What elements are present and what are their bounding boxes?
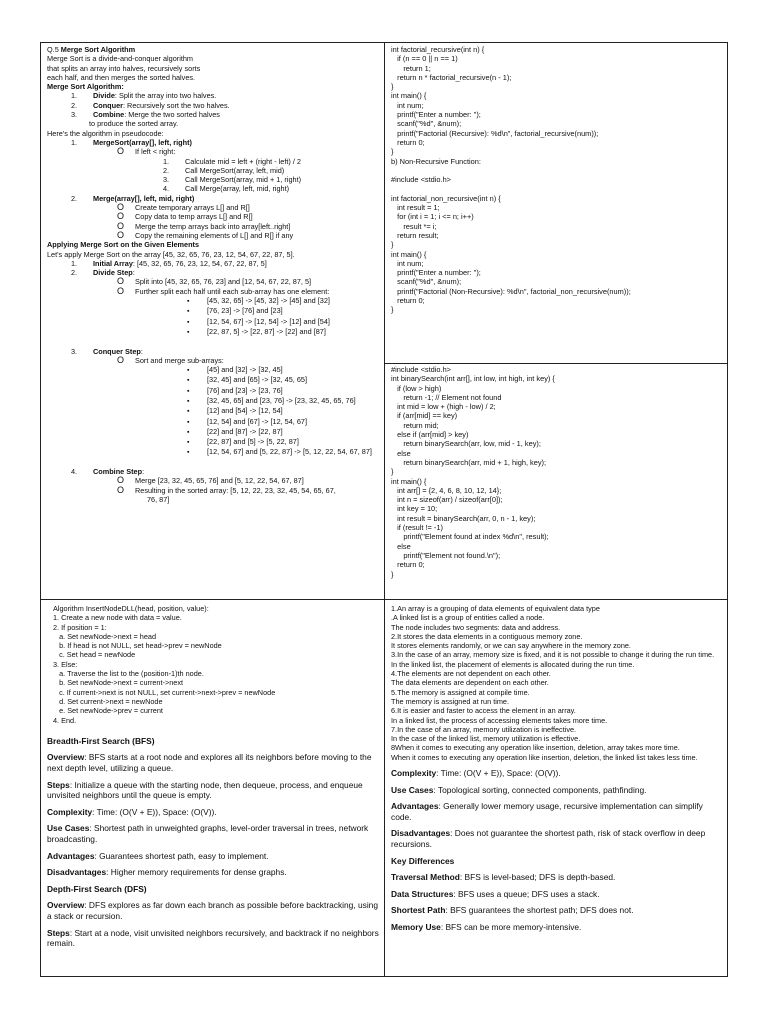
- merge-text: Merge Sort is a divide-and-conquer algorithm: [47, 54, 194, 64]
- key-diff-item: [391, 922, 724, 933]
- code-line: int num;: [391, 100, 424, 110]
- item-text: : Topological sorting, connected components, pathfinding.: [433, 784, 647, 795]
- column-divider: [384, 43, 385, 976]
- merge-text: that splits an array into halves, recursively sorts: [47, 63, 201, 73]
- merge-text: [22, 87] and [5] -> [5, 22, 87]: [207, 437, 299, 447]
- merge-line: [47, 147, 382, 156]
- comparison-line: In the case of the linked list, memory utilization is effective.: [391, 734, 581, 744]
- circle-bullet-icon: O: [117, 484, 125, 495]
- merge-heading: Merge(array[], left, mid, right): [93, 193, 195, 203]
- item-text: : Does not guarantee the shortest path, risk of stack overflow in deep recursions.: [391, 828, 706, 850]
- merge-sort-section: [47, 45, 382, 597]
- list-number: 2.: [71, 268, 78, 278]
- merge-line: [47, 347, 382, 356]
- merge-text: Split into [45, 32, 65, 76, 23] and [12, 54, 67, 22, 87, 5]: [135, 277, 312, 287]
- square-bullet-icon: ▪: [187, 397, 190, 405]
- merge-text: Call Merge(array, left, mid, right): [185, 184, 290, 194]
- algo-line: 4. End.: [53, 715, 77, 725]
- merge-line: [47, 157, 382, 166]
- merge-line: [47, 296, 382, 306]
- array-vs-linked-list: [391, 604, 724, 762]
- code-line: b) Non-Recursive Function:: [391, 156, 481, 166]
- key-differences: [391, 856, 724, 933]
- merge-heading: Applying Merge Sort on the Given Elements: [47, 240, 200, 250]
- merge-line: [47, 240, 382, 249]
- comparison-line: 4.The elements are not dependent on each other.: [391, 669, 551, 679]
- list-number: 2.: [163, 165, 170, 175]
- algo-line: a. Traverse the list to the (position-1)th node.: [53, 669, 204, 679]
- merge-text: [76, 23] -> [76] and [23]: [207, 306, 283, 316]
- list-number: 1.: [71, 91, 78, 101]
- merge-line: [47, 287, 382, 296]
- item-label: Steps: [47, 779, 70, 790]
- square-bullet-icon: ▪: [187, 418, 190, 426]
- item-label: Steps: [47, 927, 70, 938]
- merge-text: :: [132, 268, 135, 278]
- item-text: : BFS guarantees the shortest path; DFS does not.: [445, 905, 634, 916]
- merge-text: Create temporary arrays L[] and R[]: [135, 203, 250, 213]
- dfs-more-notes: [391, 768, 724, 850]
- item-text: : BFS is level-based; DFS is depth-based.: [459, 872, 616, 883]
- merge-text: Copy data to temp arrays L[] and R[]: [135, 212, 253, 222]
- merge-text: Merge [23, 32, 45, 65, 76] and [5, 12, 22, 54, 67, 87]: [135, 476, 304, 486]
- merge-heading: Divide: [93, 91, 115, 101]
- square-bullet-icon: ▪: [187, 387, 190, 395]
- bfs-title: Breadth-First Search (BFS): [47, 735, 155, 746]
- merge-line: [47, 467, 382, 476]
- algo-line: e. Set newNode->prev = current: [53, 706, 163, 716]
- dfs-item: [47, 928, 382, 949]
- dfs-item: [391, 768, 724, 779]
- code-line: return -1; // Element not found: [391, 392, 502, 402]
- merge-text: Sort and merge sub-arrays:: [135, 355, 224, 365]
- code-line: int mid = low + (high - low) / 2;: [391, 402, 496, 412]
- merge-line: [47, 365, 382, 375]
- code-line: }: [391, 305, 394, 315]
- dfs-item: [391, 801, 724, 822]
- merge-line: [47, 212, 382, 221]
- code-line: return 0;: [391, 296, 425, 306]
- code-line: if (arr[mid] == key): [391, 411, 458, 421]
- comparison-line: In the linked list, the placement of elements is allocated during the run time.: [391, 659, 635, 669]
- code-line: if (result != -1): [391, 523, 443, 533]
- merge-line: [47, 138, 382, 147]
- merge-line: [47, 476, 382, 485]
- merge-text: [76] and [23] -> [23, 76]: [207, 385, 283, 395]
- list-number: 3.: [163, 175, 170, 185]
- merge-text: [12, 54, 67] and [5, 22, 87] -> [5, 12, 22, 54, 67, 87]: [207, 447, 372, 457]
- item-label: Disadvantages: [391, 828, 451, 839]
- merge-line: [47, 166, 382, 175]
- merge-heading: Conquer: [93, 100, 123, 110]
- code-line: scanf("%d", &num);: [391, 119, 462, 129]
- code-line: int key = 10;: [391, 504, 438, 514]
- code-line: }: [391, 240, 394, 250]
- code-line: #include <stdio.h>: [391, 175, 451, 185]
- item-label: Overview: [47, 900, 85, 911]
- algo-line: a. Set newNode->next = head: [53, 631, 157, 641]
- item-label: Memory Use: [391, 921, 441, 932]
- merge-line: [47, 82, 382, 91]
- merge-text: :: [142, 467, 145, 477]
- list-number: 2.: [71, 193, 78, 203]
- dfs-item: [391, 785, 724, 796]
- comparison-line: .A linked list is a group of entities called a node.: [391, 613, 545, 623]
- algo-line: c. If current->next is not NULL, set current->next->prev = newNode: [53, 687, 276, 697]
- comparison-line: 3.In the case of an array, memory size is fixed, and it is not possible to change it during the run time.: [391, 650, 715, 660]
- square-bullet-icon: ▪: [187, 439, 190, 447]
- dll-insert-algorithm: [47, 604, 382, 725]
- code-line: int result = 1;: [391, 203, 440, 213]
- merge-line: [47, 45, 382, 54]
- circle-bullet-icon: O: [117, 354, 125, 365]
- merge-heading: Divide Step: [93, 268, 133, 278]
- code-line: return 1;: [391, 63, 431, 73]
- middle-divider: [41, 599, 727, 600]
- list-number: 1.: [71, 137, 78, 147]
- item-label: Data Structures: [391, 888, 454, 899]
- merge-line: [47, 231, 382, 240]
- merge-line: [47, 222, 382, 231]
- merge-line: [47, 386, 382, 396]
- algo-line: b. Set newNode->next = current->next: [53, 678, 183, 688]
- merge-line: [47, 417, 382, 427]
- dfs-item: [47, 900, 382, 921]
- algo-line: 3. Else:: [53, 659, 78, 669]
- comparison-line: 2.It stores the data elements in a contiguous memory zone.: [391, 631, 583, 641]
- circle-bullet-icon: O: [117, 202, 125, 213]
- array-vs-list-section: [391, 604, 724, 974]
- list-number: 2.: [71, 100, 78, 110]
- merge-text: : Merge the two sorted halves: [124, 110, 220, 120]
- bfs-item: [47, 851, 382, 862]
- code-line: else if (arr[mid] > key): [391, 430, 469, 440]
- item-label: Complexity: [391, 768, 437, 779]
- merge-heading: Combine: [93, 110, 125, 120]
- merge-line: [47, 64, 382, 73]
- question-number: Q.5: [47, 45, 61, 54]
- bfs-item: [47, 780, 382, 801]
- item-label: Advantages: [47, 850, 95, 861]
- item-text: : BFS starts at a root node and explores all its neighbors before moving to the next depth level, utilizing a queue.: [47, 752, 372, 774]
- dll-bfs-section: [47, 604, 382, 974]
- item-text: : Start at a node, visit unvisited neighbors recursively, and backtrack if no neighbors remain.: [47, 927, 379, 949]
- merge-heading: MergeSort(array[], left, right): [93, 137, 192, 147]
- merge-line: [47, 327, 382, 337]
- circle-bullet-icon: O: [117, 229, 125, 240]
- code-line: printf("Element found at index %d\n", result);: [391, 532, 549, 542]
- algo-line: 1. Create a new node with data = value.: [53, 613, 182, 623]
- square-bullet-icon: ▪: [187, 408, 190, 416]
- code-line: for (int i = 1; i <= n; i++): [391, 212, 474, 222]
- code-line: #include <stdio.h>: [391, 365, 451, 374]
- right-top-divider: [384, 363, 727, 364]
- list-number: 1.: [71, 258, 78, 268]
- comparison-line: The node includes two segments: data and address.: [391, 622, 561, 632]
- code-line: int arr[] = {2, 4, 6, 8, 10, 12, 14};: [391, 485, 502, 495]
- merge-text: [32, 45] and [65] -> [32, 45, 65]: [207, 375, 308, 385]
- item-text: : BFS can be more memory-intensive.: [440, 921, 582, 932]
- merge-line: [47, 184, 382, 193]
- code-line: return n * factorial_recursive(n - 1);: [391, 72, 512, 82]
- comparison-line: 7.In the case of an array, memory utilization is ineffective.: [391, 724, 577, 734]
- key-diff-title: Key Differences: [391, 855, 455, 866]
- merge-line: [47, 110, 382, 119]
- merge-text: Call MergeSort(array, mid + 1, right): [185, 175, 302, 185]
- merge-text: [45, 32, 65] -> [45, 32] -> [45] and [32]: [207, 296, 330, 306]
- merge-line: [47, 495, 382, 504]
- code-line: int binarySearch(int arr[], int low, int high, int key) {: [391, 374, 555, 384]
- merge-line: [47, 101, 382, 110]
- code-line: printf("Element not found.\n");: [391, 550, 501, 560]
- item-text: : Time: (O(V + E)), Space: (O(V)).: [92, 806, 217, 817]
- item-label: Advantages: [391, 801, 439, 812]
- merge-text: Copy the remaining elements of L[] and R[] if any: [135, 230, 294, 240]
- merge-line: [47, 317, 382, 327]
- algo-line: c. Set head = newNode: [53, 650, 136, 660]
- circle-bullet-icon: O: [117, 475, 125, 486]
- circle-bullet-icon: O: [117, 146, 125, 157]
- key-diff-item: [391, 905, 724, 916]
- list-number: 3.: [71, 110, 78, 120]
- merge-text: Further split each half until each sub-array has one element:: [135, 286, 330, 296]
- merge-line: [47, 91, 382, 100]
- merge-heading: Combine Step: [93, 467, 143, 477]
- code-line: return result;: [391, 230, 439, 240]
- code-line: int main() {: [391, 476, 427, 486]
- code-line: [391, 166, 726, 175]
- merge-line: [47, 427, 382, 437]
- merge-heading: Conquer Step: [93, 346, 141, 356]
- item-label: Use Cases: [391, 784, 434, 795]
- comparison-line: It stores elements randomly, or we can say anywhere in the memory zone.: [391, 641, 631, 651]
- item-label: Traversal Method: [391, 872, 460, 883]
- comparison-line: When it comes to executing any operation like insertion, deletion, the linked list takes less time.: [391, 752, 698, 762]
- merge-text: [22, 87, 5] -> [22, 87] -> [22] and [87]: [207, 326, 326, 336]
- comparison-line: In a linked list, the process of accessing elements takes more time.: [391, 715, 608, 725]
- code-line: printf("Enter a number: ");: [391, 268, 481, 278]
- code-line: return binarySearch(arr, low, mid - 1, key);: [391, 439, 541, 449]
- merge-text: : [45, 32, 65, 76, 23, 12, 54, 67, 22, 87, 5]: [132, 258, 267, 268]
- merge-heading: Initial Array: [93, 258, 133, 268]
- merge-text: : Recursively sort the two halves.: [123, 100, 230, 110]
- square-bullet-icon: ▪: [187, 328, 190, 336]
- comparison-line: 6.It is easier and faster to access the element in an array.: [391, 706, 576, 716]
- list-number: 1.: [163, 156, 170, 166]
- merge-line: [47, 375, 382, 385]
- merge-text: each half, and then merges the sorted halves.: [47, 72, 196, 82]
- item-label: Use Cases: [47, 823, 90, 834]
- dfs-title: Depth-First Search (DFS): [47, 883, 147, 894]
- square-bullet-icon: ▪: [187, 449, 190, 457]
- code-line: return binarySearch(arr, mid + 1, high, key);: [391, 457, 547, 467]
- item-label: Overview: [47, 752, 85, 763]
- item-text: : Generally lower memory usage, recursive implementation can simplify code.: [391, 801, 703, 822]
- merge-text: :: [140, 346, 143, 356]
- code-line: return 0;: [391, 137, 425, 147]
- merge-text: [12, 54, 67] -> [12, 54] -> [12] and [54]: [207, 316, 330, 326]
- square-bullet-icon: ▪: [187, 428, 190, 436]
- comparison-line: 8When it comes to executing any operation like insertion, deletion, array takes more time.: [391, 743, 680, 753]
- item-text: : Higher memory requirements for dense graphs.: [106, 867, 287, 878]
- merge-text: [12, 54] and [67] -> [12, 54, 67]: [207, 416, 308, 426]
- item-text: : Initialize a queue with the starting node, then dequeue, process, and enqueue unvisited neighbors until the queue is empty.: [47, 779, 363, 801]
- merge-line: [47, 73, 382, 82]
- code-line: int num;: [391, 258, 424, 268]
- algo-line: d. Set current->next = newNode: [53, 696, 163, 706]
- code-line: result *= i;: [391, 221, 437, 231]
- merge-heading: Merge Sort Algorithm:: [47, 82, 124, 92]
- code-line: printf("Enter a number: ");: [391, 110, 481, 120]
- algo-line: Algorithm InsertNodeDLL(head, position, value):: [53, 604, 209, 613]
- code-line: if (low > high): [391, 383, 442, 393]
- key-diff-item: [391, 872, 724, 883]
- item-label: Disadvantages: [47, 867, 107, 878]
- merge-line: [47, 458, 382, 467]
- merge-line: [47, 437, 382, 447]
- code-line: [391, 184, 726, 193]
- merge-line: [47, 259, 382, 268]
- code-line: printf("Factorial (Recursive): %d\n", factorial_recursive(num));: [391, 128, 599, 138]
- bfs-item: [47, 807, 382, 818]
- item-text: : Time: (O(V + E)), Space: (O(V)).: [436, 768, 561, 779]
- code-line: }: [391, 82, 394, 92]
- code-line: }: [391, 467, 394, 477]
- merge-line: [47, 337, 382, 346]
- merge-line: [47, 203, 382, 212]
- merge-text: Call MergeSort(array, left, mid): [185, 165, 285, 175]
- code-line: }: [391, 147, 394, 157]
- code-line: printf("Factorial (Non-Recursive): %d\n", factorial_non_recursive(num));: [391, 286, 631, 296]
- list-number: 3.: [71, 346, 78, 356]
- merge-text: : Split the array into two halves.: [114, 91, 217, 101]
- merge-text: [12] and [54] -> [12, 54]: [207, 406, 283, 416]
- code-line: else: [391, 541, 411, 551]
- bfs-notes: [47, 736, 382, 949]
- square-bullet-icon: ▪: [187, 308, 190, 316]
- comparison-line: 1.An array is a grouping of data elements of equivalent data type: [391, 604, 600, 613]
- square-bullet-icon: ▪: [187, 377, 190, 385]
- code-line: }: [391, 569, 394, 579]
- merge-line: [47, 194, 382, 203]
- square-bullet-icon: ▪: [187, 298, 190, 306]
- merge-text: Let's apply Merge Sort on the array [45, 32, 65, 76, 23, 12, 54, 67, 22, 87, 5].: [47, 249, 295, 259]
- merge-line: [47, 175, 382, 184]
- merge-line: [47, 129, 382, 138]
- item-text: : Guarantees shortest path, easy to implement.: [94, 850, 269, 861]
- factorial-code-section: [391, 45, 726, 361]
- item-label: Complexity: [47, 806, 93, 817]
- code-line: int main() {: [391, 91, 427, 101]
- merge-line: [47, 447, 382, 457]
- bfs-item: [47, 867, 382, 878]
- code-line: return 0;: [391, 560, 425, 570]
- merge-line: [47, 486, 382, 495]
- code-line: int factorial_recursive(int n) {: [391, 45, 485, 54]
- circle-bullet-icon: O: [117, 211, 125, 222]
- circle-bullet-icon: O: [117, 276, 125, 287]
- code-line: return mid;: [391, 420, 439, 430]
- comparison-line: 5.The memory is assigned at compile time.: [391, 687, 530, 697]
- merge-heading: Merge Sort Algorithm: [60, 45, 136, 54]
- merge-text: Merge the temp arrays back into array[left..right]: [135, 221, 291, 231]
- bfs-item: [47, 752, 382, 773]
- code-line: scanf("%d", &num);: [391, 277, 462, 287]
- circle-bullet-icon: O: [117, 285, 125, 296]
- algo-line: 2. If position = 1:: [53, 622, 107, 632]
- bfs-item: [47, 823, 382, 844]
- code-line: int main() {: [391, 249, 427, 259]
- merge-text: If left < right:: [135, 147, 176, 157]
- key-diff-item: [391, 889, 724, 900]
- merge-text: 76, 87]: [147, 494, 170, 504]
- item-text: : DFS explores as far down each branch as possible before backtracking, using a stack or recursion.: [47, 900, 378, 921]
- merge-text: Calculate mid = left + (right - left) / 2: [185, 156, 301, 166]
- algo-line: b. If head is not NULL, set head->prev = newNode: [53, 641, 222, 651]
- circle-bullet-icon: O: [117, 220, 125, 231]
- merge-line: [47, 54, 382, 63]
- merge-line: [47, 396, 382, 406]
- item-label: Shortest Path: [391, 905, 446, 916]
- merge-line: [47, 406, 382, 416]
- dfs-item: [391, 828, 724, 849]
- square-bullet-icon: ▪: [187, 367, 190, 375]
- merge-line: [47, 250, 382, 259]
- merge-line: [47, 306, 382, 316]
- comparison-line: The memory is assigned at run time.: [391, 696, 510, 706]
- item-text: : BFS uses a queue; DFS uses a stack.: [453, 888, 600, 899]
- merge-text: [22] and [87] -> [22, 87]: [207, 426, 283, 436]
- merge-text: [32, 45, 65] and [23, 76] -> [23, 32, 45, 65, 76]: [207, 395, 356, 405]
- item-text: : Shortest path in unweighted graphs, level-order traversal in trees, network broadcasting.: [47, 823, 369, 845]
- binary-search-code-section: [391, 365, 726, 597]
- code-line: int n = sizeof(arr) / sizeof(arr[0]);: [391, 495, 503, 505]
- comparison-line: The data elements are dependent on each other.: [391, 678, 549, 688]
- merge-line: [47, 356, 382, 365]
- merge-text: [45] and [32] -> [32, 45]: [207, 365, 283, 375]
- merge-text: to produce the sorted array.: [89, 119, 179, 129]
- merge-line: [47, 277, 382, 286]
- code-line: if (n == 0 || n == 1): [391, 54, 458, 64]
- merge-text: Here's the algorithm in pseudocode:: [47, 128, 164, 138]
- square-bullet-icon: ▪: [187, 318, 190, 326]
- list-number: 4.: [71, 467, 78, 477]
- list-number: 4.: [163, 184, 170, 194]
- code-line: int factorial_non_recursive(int n) {: [391, 193, 501, 203]
- merge-line: [47, 119, 382, 128]
- code-line: int result = binarySearch(arr, 0, n - 1, key);: [391, 513, 536, 523]
- notes-sheet: [40, 42, 728, 977]
- code-line: else: [391, 448, 411, 458]
- merge-text: Resulting in the sorted array: [5, 12, 22, 23, 32, 45, 54, 65, 67,: [135, 485, 336, 495]
